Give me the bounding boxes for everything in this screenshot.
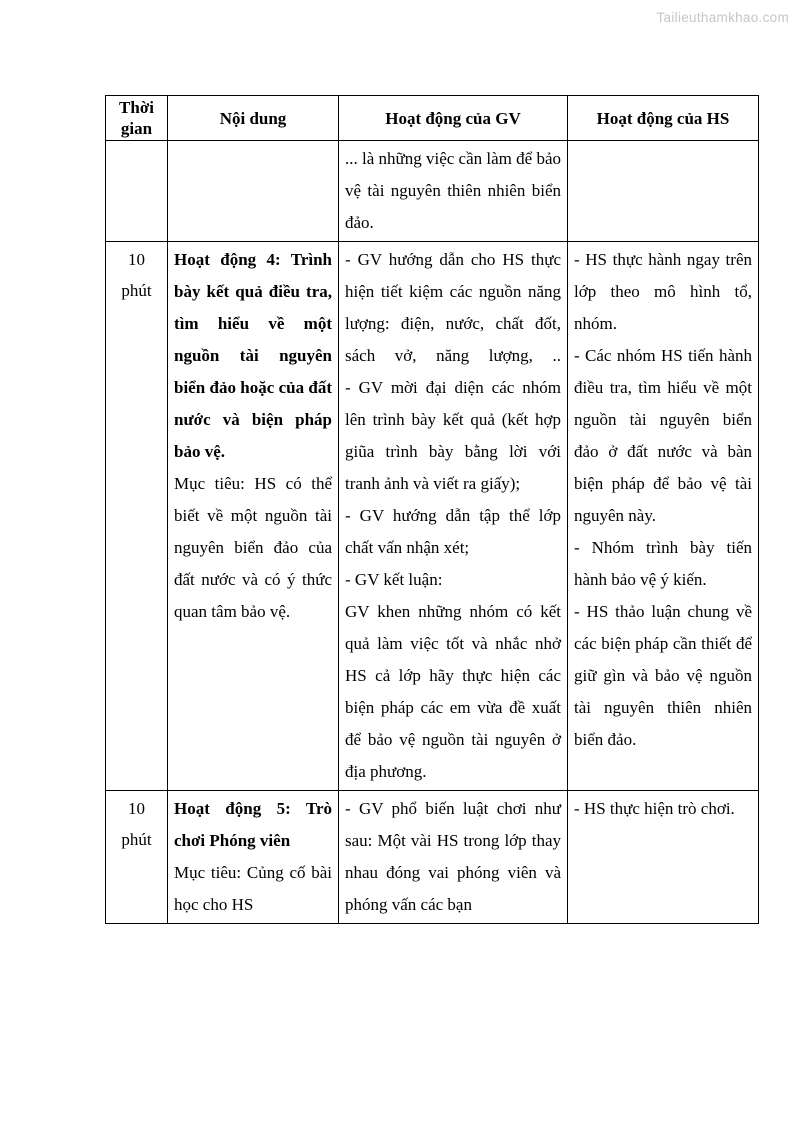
- table-row: [106, 242, 759, 791]
- gv-paragraph: - GV hướng dẫn tập thể lớp chất vấn nhận xét;: [345, 506, 561, 557]
- activity-goal: Mục tiêu: HS có thể biết về một nguồn tài nguyên biển đảo của đất nước và có ý thức quan tâm bảo vệ.: [174, 474, 332, 621]
- header-hs-activity: Hoạt động của HS: [568, 96, 759, 141]
- gv-paragraph: - GV kết luận:: [345, 570, 443, 589]
- header-time: Thời gian: [106, 96, 168, 141]
- activity-title: Hoạt động 5: Trò chơi Phóng viên: [174, 799, 332, 850]
- watermark: Tailieuthamkhao.com: [656, 10, 789, 25]
- gv-paragraph: GV khen những nhóm có kết quả làm việc tốt và nhắc nhở HS cả lớp hãy thực hiện các biện pháp các em vừa đề xuất để bảo vệ nguồn tài nguyên ở địa phương.: [345, 602, 561, 781]
- gv-paragraph: - GV hướng dẫn cho HS thực hiện tiết kiệm các nguồn năng lượng: điện, nước, chất đốt, sách vở, năng lượng, ..: [345, 250, 561, 365]
- header-content: Nội dung: [168, 96, 339, 141]
- gv-paragraph: ... là những việc cần làm để bảo vệ tài nguyên thiên nhiên biển đảo.: [345, 149, 561, 232]
- activity-title: Hoạt động 4: Trình bày kết quả điều tra, tìm hiểu về một nguồn tài nguyên biển đảo hoặc của đất nước và biện pháp bảo vệ.: [174, 250, 332, 461]
- header-gv-activity: Hoạt động của GV: [339, 96, 568, 141]
- table-row: [106, 141, 759, 242]
- time-cell: 10 phút: [106, 242, 168, 791]
- hs-cell: [568, 141, 759, 242]
- gv-paragraph: - GV mời đại diện các nhóm lên trình bày kết quả (kết hợp giũa trình bày bằng lời với tranh ảnh và viết ra giấy);: [345, 378, 561, 493]
- lesson-plan-table: [105, 95, 759, 924]
- gv-cell: [339, 242, 568, 791]
- content-cell: [168, 242, 339, 791]
- content-cell: [168, 141, 339, 242]
- header-row: [106, 96, 759, 141]
- hs-paragraph: - HS thảo luận chung về các biện pháp cần thiết để giữ gìn và bảo vệ nguồn tài nguyên thiên nhiên biển đảo.: [574, 602, 752, 749]
- gv-cell: [339, 141, 568, 242]
- time-cell: 10 phút: [106, 791, 168, 924]
- table-row: [106, 791, 759, 924]
- hs-cell: [568, 791, 759, 924]
- time-cell: [106, 141, 168, 242]
- gv-paragraph: - GV phổ biến luật chơi như sau: Một vài HS trong lớp thay nhau đóng vai phóng viên và phóng vấn các bạn: [345, 799, 561, 914]
- hs-cell: [568, 242, 759, 791]
- hs-paragraph: - HS thực hành ngay trên lớp theo mô hình tổ, nhóm.: [574, 250, 752, 333]
- activity-goal: Mục tiêu: Củng cố bài học cho HS: [174, 863, 332, 914]
- gv-cell: [339, 791, 568, 924]
- hs-paragraph: - HS thực hiện trò chơi.: [574, 799, 735, 818]
- hs-paragraph: - Các nhóm HS tiến hành điều tra, tìm hiểu về một nguồn tài nguyên biển đảo ở đất nước và bàn biện pháp để bảo vệ tài nguyên này.: [574, 346, 752, 525]
- content-cell: [168, 791, 339, 924]
- hs-paragraph: - Nhóm trình bày tiến hành bảo vệ ý kiến.: [574, 538, 752, 589]
